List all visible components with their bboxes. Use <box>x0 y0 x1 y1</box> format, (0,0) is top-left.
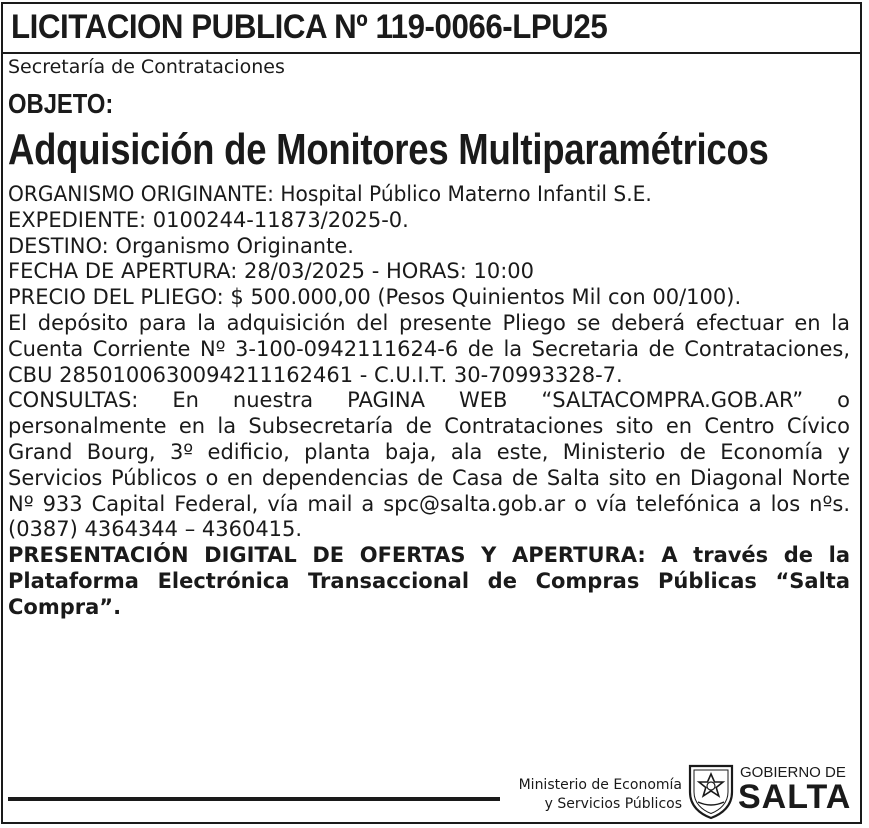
notice-title: LICITACION PUBLICA Nº 119-0066-LPU25 <box>3 4 860 54</box>
organismo-line: ORGANISMO ORIGINANTE: Hospital Público Materno Infantil S.E. <box>8 182 652 206</box>
gobierno-label: GOBIERNO DE <box>740 764 846 781</box>
objeto-title: Adquisición de Monitores Multiparamétricos <box>8 125 769 174</box>
salta-wordmark: SALTA <box>738 778 852 816</box>
precio-paragraph: PRECIO DEL PLIEGO: $ 500.000,00 (Pesos Quinientos Mil con 00/100). <box>8 285 742 310</box>
consultas-paragraph: CONSULTAS: En nuestra PAGINA WEB “SALTACOMPRA.GOB.AR” o personalmente en la Subsecretaría de Contrataciones sito en Centro Cívico Grand Bourg, 3º edificio, planta baja, ala este, Ministerio de Economía y Servicios Públicos o en dependencias de Casa de Salta sito en Diagonal Norte Nº 933 Capital Federal, vía mail a spc@salta.gob.ar o vía telefónica a los nºs. (0387) 4364344 – 4360415. <box>8 388 850 542</box>
footer-divider <box>8 797 500 801</box>
ministerio-line-2: y Servicios Públicos <box>544 796 682 812</box>
expediente-line: EXPEDIENTE: 0100244-11873/2025-0. <box>8 207 409 232</box>
ministerio-line-1: Ministerio de Economía <box>518 777 682 793</box>
objeto-label: OBJETO: <box>8 88 114 119</box>
deposito-paragraph: El depósito para la adquisición del presente Pliego se deberá efectuar en la Cuenta Corriente Nº 3-100-0942111624-6 de la Secretaria de Contrataciones, CBU 2850100630094211162461 - C.U.I.T. 30-70993328-7. <box>8 310 850 387</box>
department-name: Secretaría de Contrataciones <box>8 56 285 78</box>
fecha-line: FECHA DE APERTURA: 28/03/2025 - HORAS: 10:00 <box>8 259 534 284</box>
notice-body <box>8 182 850 621</box>
destino-line: DESTINO: Organismo Originante. <box>8 233 354 258</box>
ministerio-label <box>510 776 682 814</box>
presentacion-paragraph: PRESENTACIÓN DIGITAL DE OFERTAS Y APERTURA: A través de la Plataforma Electrónica Transaccional de Compras Públicas “Salta Compra”. <box>8 543 850 619</box>
salta-shield-icon <box>686 762 736 820</box>
